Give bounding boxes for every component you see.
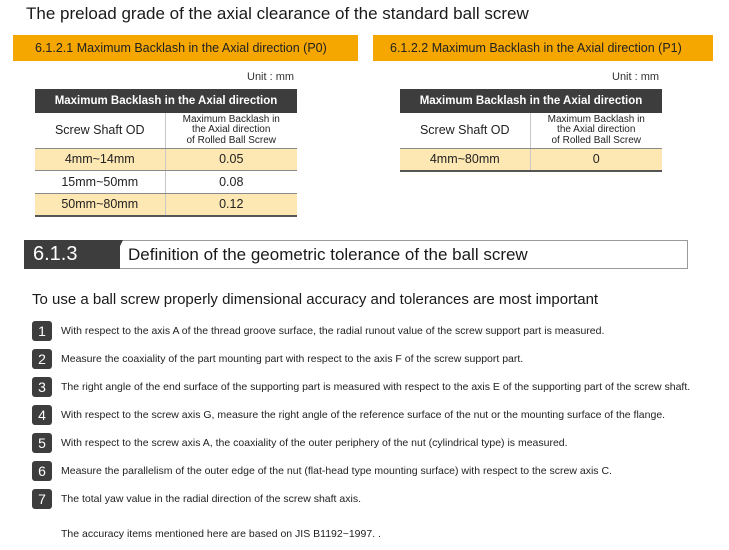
col-header-line: of Rolled Ball Screw <box>186 134 276 146</box>
cell-backlash: 0 <box>530 148 662 171</box>
footnote: The accuracy items mentioned here are based on JIS B1192~1997. . <box>61 528 381 540</box>
backlash-table-p1 <box>400 89 662 172</box>
section-slash-decoration <box>109 240 123 269</box>
col-header-line: Maximum Backlash in <box>547 113 645 125</box>
col-header-shaft-od: Screw Shaft OD <box>400 113 530 148</box>
item-text: With respect to the screw axis A, the coaxiality of the outer periphery of the nut (cylindrical type) is measured. <box>61 437 568 449</box>
section-label-p0: 6.1.2.1 Maximum Backlash in the Axial direction (P0) <box>13 35 358 61</box>
section-title: Definition of the geometric tolerance of the ball screw <box>128 245 528 264</box>
number-badge: 4 <box>32 405 52 425</box>
cell-shaft-od: 50mm~80mm <box>35 193 165 216</box>
cell-backlash: 0.05 <box>165 148 297 171</box>
item-text: Measure the coaxiality of the part mounting part with respect to the axis F of the screw support part. <box>61 353 524 365</box>
unit-label-p0: Unit : mm <box>247 71 295 83</box>
item-text: With respect to the axis A of the thread groove surface, the radial runout value of the screw support part is measured. <box>61 325 605 337</box>
item-text: Measure the parallelism of the outer edge of the nut (flat-head type mounting surface) with respect to the screw axis C. <box>61 465 612 477</box>
section-label-p1: 6.1.2.2 Maximum Backlash in the Axial direction (P1) <box>373 35 713 61</box>
number-badge: 1 <box>32 321 52 341</box>
table-band-title: Maximum Backlash in the Axial direction <box>400 89 662 113</box>
number-badge: 7 <box>32 489 52 509</box>
table-row <box>400 148 662 171</box>
col-header-max-backlash <box>165 113 297 148</box>
section-number: 6.1.3 <box>24 240 120 269</box>
table-row <box>35 148 297 171</box>
number-badge: 6 <box>32 461 52 481</box>
table-row <box>35 193 297 216</box>
backlash-table-p0 <box>35 89 297 217</box>
table-row <box>35 171 297 194</box>
unit-label-p1: Unit : mm <box>612 71 660 83</box>
number-badge: 2 <box>32 349 52 369</box>
cell-shaft-od: 4mm~80mm <box>400 148 530 171</box>
col-header-line: the Axial direction <box>557 124 636 135</box>
item-text: The total yaw value in the radial direction of the screw shaft axis. <box>61 493 361 505</box>
item-text: The right angle of the end surface of the supporting part is measured with respect to the axis E of the supporting part of the screw shaft. <box>61 381 691 393</box>
cell-backlash: 0.12 <box>165 193 297 216</box>
col-header-line: of Rolled Ball Screw <box>551 134 641 146</box>
cell-backlash: 0.08 <box>165 171 297 194</box>
cell-shaft-od: 4mm~14mm <box>35 148 165 171</box>
number-badge: 5 <box>32 433 52 453</box>
table-band-title: Maximum Backlash in the Axial direction <box>35 89 297 113</box>
number-badge: 3 <box>32 377 52 397</box>
page-title: The preload grade of the axial clearance of the standard ball screw <box>26 4 529 23</box>
item-text: With respect to the screw axis G, measure the right angle of the reference surface of the nut or the mounting surface of the flange. <box>61 409 666 421</box>
intro-text: To use a ball screw properly dimensional accuracy and tolerances are most important <box>32 291 599 308</box>
cell-shaft-od: 15mm~50mm <box>35 171 165 194</box>
col-header-max-backlash <box>530 113 662 148</box>
col-header-line: the Axial direction <box>192 124 271 135</box>
section-banner <box>24 240 688 269</box>
col-header-line: Maximum Backlash in <box>182 113 280 125</box>
col-header-shaft-od: Screw Shaft OD <box>35 113 165 148</box>
